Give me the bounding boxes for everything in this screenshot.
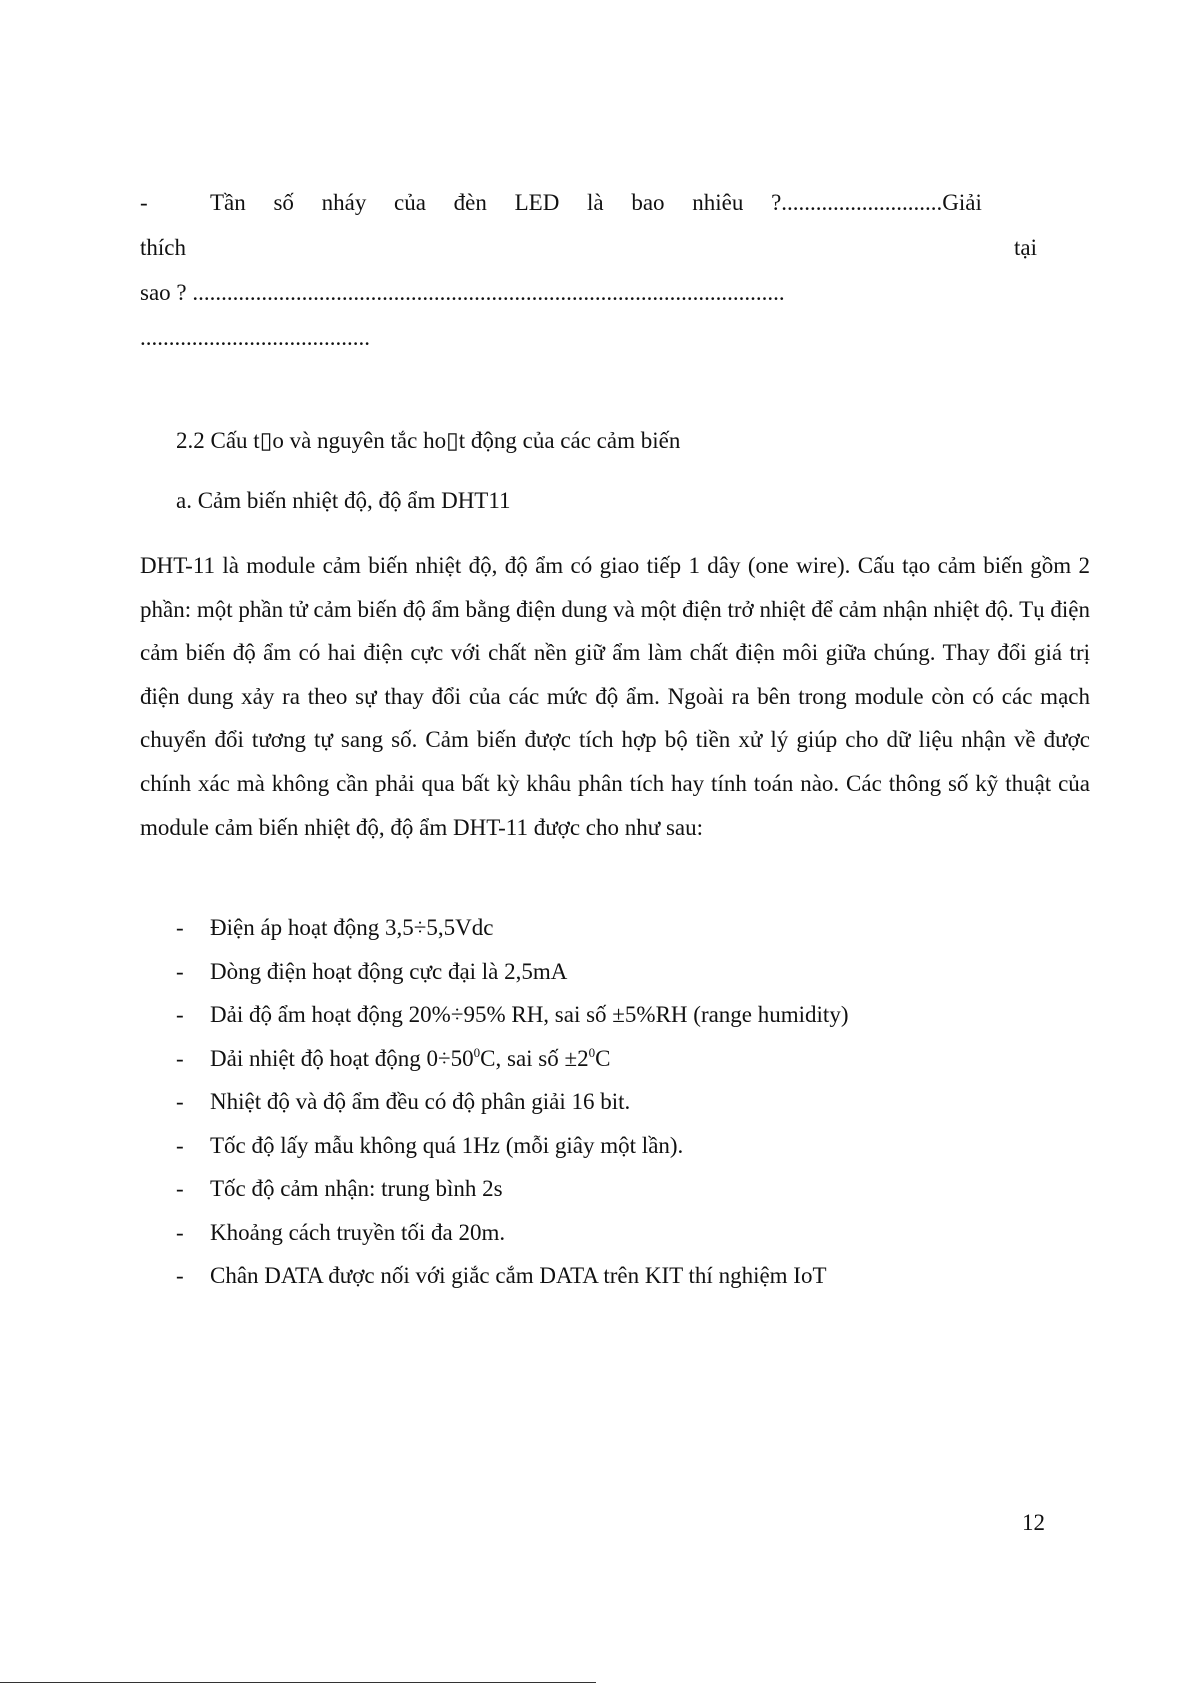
list-item-text: Dải độ ẩm hoạt động 20%÷95% RH, sai số ±5%RH (range humidity) [210, 1002, 849, 1027]
question-line-3: sao ? ....................................................................................................... [140, 280, 785, 305]
question-line-2-right: tại [1014, 235, 1037, 260]
list-item [140, 950, 1090, 994]
list-item [140, 1037, 1090, 1081]
body-paragraph: DHT-11 là module cảm biến nhiệt độ, độ ẩm có giao tiếp 1 dây (one wire). Cấu tạo cảm biến gồm 2 phần: một phần tử cảm biến độ ẩm bằng điện dung và một điện trở nhiệt để cảm nhận nhiệt độ. Tụ điện cảm biến độ ẩm có hai điện cực với chất nền giữ ẩm làm chất điện môi giữa chúng. Thay đổi giá trị điện dung xảy ra theo sự thay đổi của các mức độ ẩm. Ngoài ra bên trong module còn có các mạch chuyển đổi tương tự sang số. Cảm biến được tích hợp bộ tiền xử lý giúp cho dữ liệu nhận về được chính xác mà không cần phải qua bất kỳ khâu phân tích hay tính toán nào. Các thông số kỹ thuật của module cảm biến nhiệt độ, độ ẩm DHT-11 được cho như sau: [140, 553, 1090, 840]
question-word: Tần [210, 190, 246, 215]
section-subheading: a. Cảm biến nhiệt độ, độ ẩm DHT11 [176, 488, 511, 513]
list-dash: - [176, 1219, 184, 1245]
list-item [140, 906, 1090, 950]
degree-superscript: 0 [473, 1044, 481, 1060]
list-item-text: Chân DATA được nối với giắc cắm DATA trên KIT thí nghiệm IoT [210, 1263, 827, 1288]
list-item [140, 993, 1090, 1037]
list-item-text: Nhiệt độ và độ ẩm đều có độ phân giải 16 bit. [210, 1089, 631, 1114]
list-item [140, 1080, 1090, 1124]
question-word: đèn [453, 190, 487, 215]
spec-list [140, 906, 1090, 1298]
question-line-4: ........................................ [140, 325, 370, 350]
page-number: 12 [1022, 1510, 1045, 1535]
question-word: bao [631, 190, 665, 215]
question-word: là [587, 190, 604, 215]
list-item [140, 1254, 1090, 1298]
temp-range-text: Dải nhiệt độ hoạt động 0÷50 [210, 1045, 474, 1071]
list-dash: - [176, 1089, 184, 1114]
degree-superscript: 0 [588, 1044, 596, 1060]
question-word: ?............................Giải [771, 190, 982, 215]
list-item [140, 1211, 1090, 1255]
list-dash: - [176, 915, 184, 940]
list-item [140, 1167, 1090, 1211]
list-item-text: Khoảng cách truyền tối đa 20m. [210, 1219, 506, 1245]
question-word: nhiêu [692, 190, 744, 215]
list-item-text: Tốc độ lấy mẫu không quá 1Hz (mỗi giây một lần). [210, 1132, 684, 1158]
section-heading: 2.2 Cấu t▯o và nguyên tắc ho▯t động của các cảm biến [176, 428, 681, 453]
list-item-text [210, 1037, 610, 1081]
list-item-text: Tốc độ cảm nhận: trung bình 2s [210, 1176, 503, 1201]
question-word: nháy [321, 190, 367, 215]
question-word: của [394, 190, 426, 215]
temp-error-text: C, sai số ±2 [480, 1045, 589, 1071]
question-word: LED [514, 190, 560, 215]
question-line-2 [140, 233, 1037, 263]
list-item-text: Điện áp hoạt động 3,5÷5,5Vdc [210, 915, 494, 940]
list-dash: - [176, 1176, 184, 1201]
question-dash: - [140, 190, 148, 215]
list-dash: - [176, 1045, 184, 1071]
list-dash: - [176, 1002, 184, 1027]
question-text [210, 188, 982, 218]
list-item-text: Dòng điện hoạt động cực đại là 2,5mA [210, 958, 568, 984]
list-dash: - [176, 1263, 184, 1288]
footer-divider [0, 1682, 596, 1683]
list-dash: - [176, 958, 184, 984]
question-line-2-left: thích [140, 235, 186, 260]
temp-unit-text: C [595, 1045, 611, 1071]
list-item [140, 1124, 1090, 1168]
question-word: số [273, 190, 294, 215]
list-dash: - [176, 1132, 184, 1158]
